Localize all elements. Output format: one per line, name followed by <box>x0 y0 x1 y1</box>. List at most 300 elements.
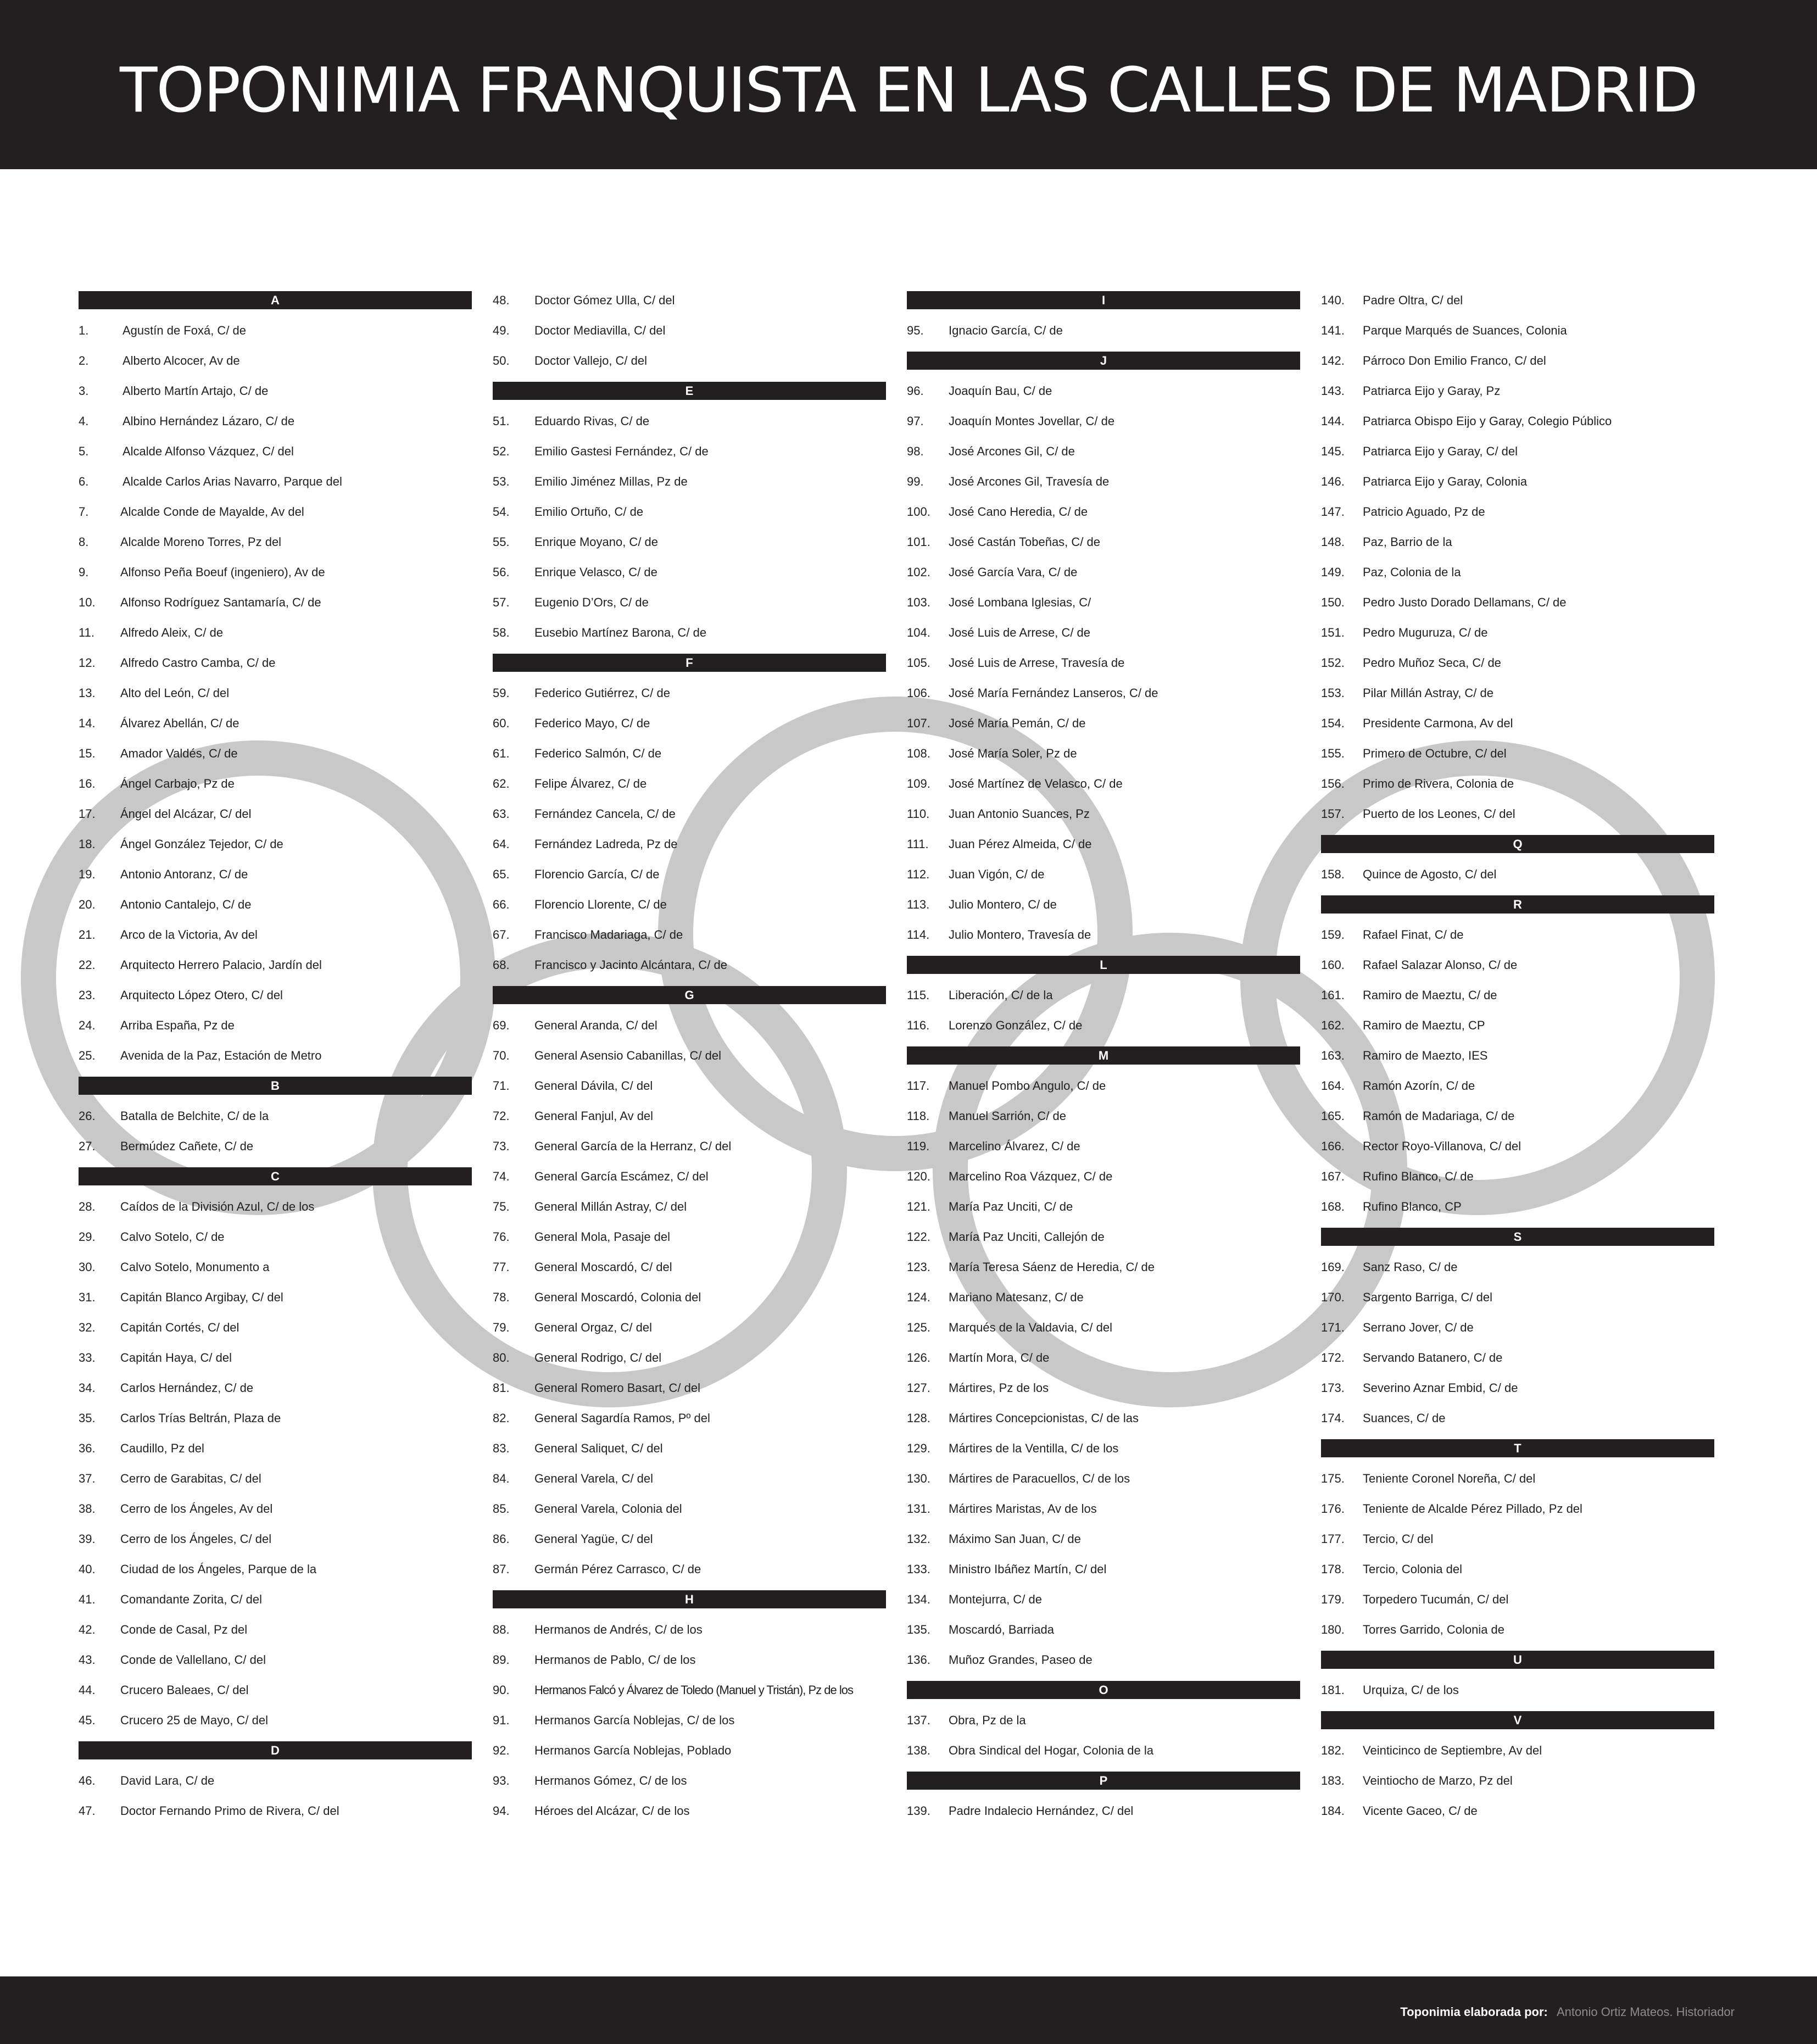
street-number: 126. <box>907 1351 930 1364</box>
street-row <box>493 956 886 986</box>
street-row <box>1321 956 1714 986</box>
street-number: 7. <box>79 505 89 519</box>
street-row <box>493 412 886 442</box>
street-row <box>79 1016 472 1046</box>
street-number: 23. <box>79 988 96 1002</box>
street-row <box>493 291 886 321</box>
street-row <box>907 1077 1300 1107</box>
street-name: Julio Montero, C/ de <box>949 898 1057 911</box>
street-number: 105. <box>907 656 930 670</box>
street-name: Avenida de la Paz, Estación de Metro <box>120 1049 322 1062</box>
street-row <box>79 1198 472 1228</box>
letter-header: V <box>1321 1711 1714 1729</box>
street-name: Caídos de la División Azul, C/ de los <box>120 1200 315 1213</box>
street-name: Padre Indalecio Hernández, C/ del <box>949 1804 1134 1818</box>
letter-header-row <box>1321 1651 1714 1681</box>
street-row <box>79 1349 472 1379</box>
street-row <box>1321 1741 1714 1772</box>
letter-header-row <box>493 382 886 412</box>
street-number: 144. <box>1321 414 1345 428</box>
street-number: 58. <box>493 626 510 639</box>
street-name: Moscardó, Barriada <box>949 1623 1054 1636</box>
street-name: General Aranda, C/ del <box>534 1018 657 1032</box>
street-name: Carlos Hernández, C/ de <box>120 1381 254 1395</box>
street-row <box>493 1318 886 1349</box>
street-name: Capitán Cortés, C/ del <box>120 1321 239 1334</box>
street-number: 154. <box>1321 716 1345 730</box>
street-name: Alberto Alcocer, Av de <box>122 354 240 367</box>
street-name: Bermúdez Cañete, C/ de <box>120 1139 254 1153</box>
street-name: José María Fernández Lanseros, C/ de <box>949 686 1158 700</box>
letter-header-row <box>79 1077 472 1107</box>
street-name: Rafael Finat, C/ de <box>1363 928 1464 942</box>
street-number: 69. <box>493 1018 510 1032</box>
street-number: 55. <box>493 535 510 549</box>
street-name: General Varela, C/ del <box>534 1472 654 1485</box>
street-number: 85. <box>493 1502 510 1516</box>
street-number: 169. <box>1321 1260 1345 1274</box>
street-name: Manuel Pombo Angulo, C/ de <box>949 1079 1106 1093</box>
street-number: 16. <box>79 777 96 790</box>
street-name: Marqués de la Valdavia, C/ del <box>949 1321 1112 1334</box>
street-number: 131. <box>907 1502 930 1516</box>
street-name: José Arcones Gil, C/ de <box>949 444 1075 458</box>
street-number: 2. <box>79 354 89 367</box>
street-name: Torpedero Tucumán, C/ del <box>1363 1592 1509 1606</box>
street-name: Suances, C/ de <box>1363 1411 1446 1425</box>
street-row <box>907 1198 1300 1228</box>
street-row <box>1321 1258 1714 1288</box>
letter-header: C <box>79 1167 472 1185</box>
street-number: 79. <box>493 1321 510 1334</box>
street-row <box>79 744 472 775</box>
street-number: 89. <box>493 1653 510 1667</box>
street-row <box>1321 1772 1714 1802</box>
street-row <box>79 714 472 744</box>
street-row <box>79 1530 472 1560</box>
street-row <box>1321 1409 1714 1439</box>
street-number: 122. <box>907 1230 930 1244</box>
street-number: 142. <box>1321 354 1345 367</box>
street-name: Ramón Azorín, C/ de <box>1363 1079 1475 1093</box>
street-name: Tercio, Colonia del <box>1363 1562 1462 1576</box>
street-number: 101. <box>907 535 930 549</box>
street-number: 40. <box>79 1562 96 1576</box>
street-name: Alberto Martín Artajo, C/ de <box>122 384 269 398</box>
street-number: 10. <box>79 595 96 609</box>
street-name: Teniente Coronel Noreña, C/ del <box>1363 1472 1536 1485</box>
street-name: General Mola, Pasaje del <box>534 1230 671 1244</box>
street-row <box>79 1802 472 1832</box>
street-number: 57. <box>493 595 510 609</box>
street-name: Crucero Baleaes, C/ del <box>120 1683 249 1697</box>
street-row <box>907 1590 1300 1620</box>
street-number: 141. <box>1321 324 1345 337</box>
street-name: Vicente Gaceo, C/ de <box>1363 1804 1478 1818</box>
street-number: 132. <box>907 1532 930 1546</box>
street-row <box>79 321 472 352</box>
street-number: 34. <box>79 1381 96 1395</box>
street-row <box>907 1469 1300 1500</box>
street-row <box>493 1137 886 1167</box>
street-row <box>493 1198 886 1228</box>
street-name: General Moscardó, C/ del <box>534 1260 672 1274</box>
street-row <box>1321 684 1714 714</box>
street-number: 156. <box>1321 777 1345 790</box>
street-number: 31. <box>79 1290 96 1304</box>
street-number: 110. <box>907 807 930 821</box>
street-row <box>907 1137 1300 1167</box>
street-row <box>493 472 886 503</box>
street-number: 21. <box>79 928 96 942</box>
street-name: Calvo Sotelo, Monumento a <box>120 1260 270 1274</box>
street-number: 93. <box>493 1774 510 1787</box>
street-row <box>1321 986 1714 1016</box>
street-number: 137. <box>907 1713 930 1727</box>
street-name: María Teresa Sáenz de Heredia, C/ de <box>949 1260 1155 1274</box>
street-number: 39. <box>79 1532 96 1546</box>
street-name: Primo de Rivera, Colonia de <box>1363 777 1514 790</box>
street-name: General Varela, Colonia del <box>534 1502 682 1516</box>
street-row <box>1321 1107 1714 1137</box>
street-name: Torres Garrido, Colonia de <box>1363 1623 1505 1636</box>
street-row <box>1321 926 1714 956</box>
street-number: 49. <box>493 324 510 337</box>
street-number: 44. <box>79 1683 96 1697</box>
street-row <box>1321 352 1714 382</box>
street-name: Amador Valdés, C/ de <box>120 747 238 760</box>
credit-author: Antonio Ortiz Mateos. Historiador <box>1556 2005 1735 2019</box>
street-number: 162. <box>1321 1018 1345 1032</box>
street-number: 74. <box>493 1169 510 1183</box>
street-name: Paz, Colonia de la <box>1363 565 1461 579</box>
street-number: 17. <box>79 807 96 821</box>
street-row <box>907 1439 1300 1469</box>
street-name: Carlos Trías Beltrán, Plaza de <box>120 1411 281 1425</box>
street-row <box>1321 1802 1714 1832</box>
street-row <box>493 593 886 623</box>
street-number: 18. <box>79 837 96 851</box>
street-number: 119. <box>907 1139 930 1153</box>
street-row <box>79 1379 472 1409</box>
street-row <box>907 835 1300 865</box>
street-number: 76. <box>493 1230 510 1244</box>
street-number: 182. <box>1321 1744 1345 1757</box>
street-number: 107. <box>907 716 930 730</box>
street-number: 112. <box>907 867 930 881</box>
street-number: 161. <box>1321 988 1345 1002</box>
letter-header: O <box>907 1681 1300 1699</box>
street-name: Montejurra, C/ de <box>949 1592 1042 1606</box>
page-title: TOPONIMIA FRANQUISTA EN LAS CALLES DE MADRID <box>120 55 1697 126</box>
street-number: 167. <box>1321 1169 1345 1183</box>
street-number: 53. <box>493 475 510 488</box>
street-name: Alcalde Carlos Arias Navarro, Parque del <box>122 475 342 488</box>
street-name: Antonio Antoranz, C/ de <box>120 867 248 881</box>
letter-header: E <box>493 382 886 400</box>
street-number: 4. <box>79 414 89 428</box>
street-row <box>1321 1379 1714 1409</box>
street-name: Patriarca Obispo Eijo y Garay, Colegio Público <box>1363 414 1612 428</box>
street-row <box>1321 563 1714 593</box>
street-row <box>493 1409 886 1439</box>
street-number: 25. <box>79 1049 96 1062</box>
street-row <box>493 1681 886 1711</box>
street-name: José María Soler, Pz de <box>949 747 1077 760</box>
street-row <box>79 442 472 472</box>
street-name: Arco de la Victoria, Av del <box>120 928 258 942</box>
street-row <box>1321 472 1714 503</box>
street-name: General Romero Basart, C/ del <box>534 1381 701 1395</box>
street-number: 128. <box>907 1411 930 1425</box>
street-row <box>907 1651 1300 1681</box>
street-row <box>79 1620 472 1651</box>
street-row <box>907 1167 1300 1198</box>
street-row <box>907 805 1300 835</box>
street-number: 136. <box>907 1653 930 1667</box>
street-row <box>907 382 1300 412</box>
street-row <box>493 1620 886 1651</box>
street-name: Sargento Barriga, C/ del <box>1363 1290 1493 1304</box>
street-row <box>493 442 886 472</box>
street-number: 159. <box>1321 928 1345 942</box>
street-row <box>907 533 1300 563</box>
street-name: Martín Mora, C/ de <box>949 1351 1050 1364</box>
letter-header-row <box>493 654 886 684</box>
street-name: Rafael Salazar Alonso, C/ de <box>1363 958 1518 972</box>
street-row <box>79 1469 472 1500</box>
street-name: Ramiro de Maezto, IES <box>1363 1049 1488 1062</box>
street-name: Marcelino Álvarez, C/ de <box>949 1139 1080 1153</box>
street-number: 32. <box>79 1321 96 1334</box>
street-row <box>907 1228 1300 1258</box>
street-number: 82. <box>493 1411 510 1425</box>
street-row <box>1321 412 1714 442</box>
street-number: 41. <box>79 1592 96 1606</box>
street-number: 12. <box>79 656 96 670</box>
street-number: 92. <box>493 1744 510 1757</box>
street-number: 63. <box>493 807 510 821</box>
street-number: 47. <box>79 1804 96 1818</box>
street-row <box>907 895 1300 926</box>
street-name: Presidente Carmona, Av del <box>1363 716 1513 730</box>
street-number: 157. <box>1321 807 1345 821</box>
street-row <box>79 1258 472 1288</box>
street-row <box>907 1107 1300 1137</box>
street-row <box>493 1469 886 1500</box>
letter-header-row <box>1321 895 1714 926</box>
street-name: José Luis de Arrese, Travesía de <box>949 656 1125 670</box>
street-name: Felipe Álvarez, C/ de <box>534 777 647 790</box>
street-row <box>493 805 886 835</box>
letter-header: L <box>907 956 1300 974</box>
street-row <box>493 1046 886 1077</box>
street-number: 68. <box>493 958 510 972</box>
street-name: Mártires Concepcionistas, C/ de las <box>949 1411 1139 1425</box>
street-row <box>1321 1500 1714 1530</box>
street-name: Mártires, Pz de los <box>949 1381 1049 1395</box>
street-number: 98. <box>907 444 924 458</box>
street-row <box>907 775 1300 805</box>
street-name: Conde de Vallellano, C/ del <box>120 1653 266 1667</box>
street-row <box>493 1500 886 1530</box>
letter-header: F <box>493 654 886 672</box>
street-column-1 <box>79 291 472 1832</box>
street-number: 166. <box>1321 1139 1345 1153</box>
street-name: Joaquín Bau, C/ de <box>949 384 1052 398</box>
street-number: 91. <box>493 1713 510 1727</box>
street-name: José García Vara, C/ de <box>949 565 1078 579</box>
letter-header-row <box>79 1741 472 1772</box>
street-name: Hermanos de Andrés, C/ de los <box>534 1623 703 1636</box>
credit-line <box>1400 2004 1735 2020</box>
street-name: Agustín de Foxá, C/ de <box>122 324 247 337</box>
street-row <box>493 1288 886 1318</box>
street-name: General García de la Herranz, C/ del <box>534 1139 732 1153</box>
street-name: Paz, Barrio de la <box>1363 535 1452 549</box>
letter-header: P <box>907 1772 1300 1790</box>
street-number: 29. <box>79 1230 96 1244</box>
street-row <box>493 1167 886 1198</box>
street-number: 86. <box>493 1532 510 1546</box>
street-name: Ignacio García, C/ de <box>949 324 1063 337</box>
street-name: Eugenio D’Ors, C/ de <box>534 595 649 609</box>
street-name: Enrique Moyano, C/ de <box>534 535 659 549</box>
street-name: Servando Batanero, C/ de <box>1363 1351 1503 1364</box>
street-name: Pedro Muñoz Seca, C/ de <box>1363 656 1501 670</box>
street-row <box>79 472 472 503</box>
street-row <box>493 1228 886 1258</box>
street-row <box>1321 1137 1714 1167</box>
street-row <box>907 321 1300 352</box>
street-row <box>79 1318 472 1349</box>
street-row <box>1321 1046 1714 1077</box>
letter-header: I <box>907 291 1300 309</box>
street-row <box>493 775 886 805</box>
street-number: 139. <box>907 1804 930 1818</box>
street-row <box>1321 714 1714 744</box>
letter-header: T <box>1321 1439 1714 1457</box>
street-name: Alfredo Castro Camba, C/ de <box>120 656 276 670</box>
street-name: Liberación, C/ de la <box>949 988 1053 1002</box>
street-name: Severino Aznar Embid, C/ de <box>1363 1381 1518 1395</box>
street-number: 155. <box>1321 747 1345 760</box>
street-name: Padre Oltra, C/ del <box>1363 293 1463 307</box>
street-name: Arriba España, Pz de <box>120 1018 235 1032</box>
street-number: 170. <box>1321 1290 1345 1304</box>
street-row <box>1321 1016 1714 1046</box>
street-row <box>79 654 472 684</box>
street-number: 125. <box>907 1321 930 1334</box>
letter-header-row <box>907 1046 1300 1077</box>
street-name: José María Pemán, C/ de <box>949 716 1086 730</box>
street-number: 96. <box>907 384 924 398</box>
street-name: Juan Antonio Suances, Pz <box>949 807 1090 821</box>
street-name: General Millán Astray, C/ del <box>534 1200 687 1213</box>
street-row <box>493 1258 886 1288</box>
street-number: 62. <box>493 777 510 790</box>
street-row <box>1321 1198 1714 1228</box>
street-number: 28. <box>79 1200 96 1213</box>
street-name: Alto del León, C/ del <box>120 686 230 700</box>
street-number: 145. <box>1321 444 1345 458</box>
street-number: 140. <box>1321 293 1345 307</box>
street-number: 38. <box>79 1502 96 1516</box>
street-number: 43. <box>79 1653 96 1667</box>
street-column-2 <box>493 291 886 1832</box>
street-number: 3. <box>79 384 89 398</box>
street-row <box>1321 1530 1714 1560</box>
street-name: Rector Royo-Villanova, C/ del <box>1363 1139 1521 1153</box>
street-number: 52. <box>493 444 510 458</box>
street-row <box>79 895 472 926</box>
street-row <box>1321 321 1714 352</box>
street-name: Primero de Octubre, C/ del <box>1363 747 1507 760</box>
letter-header-row <box>493 1590 886 1620</box>
street-name: Ángel del Alcázar, C/ del <box>120 807 252 821</box>
street-number: 129. <box>907 1441 930 1455</box>
street-name: Batalla de Belchite, C/ de la <box>120 1109 269 1123</box>
street-number: 66. <box>493 898 510 911</box>
street-name: Mártires de la Ventilla, C/ de los <box>949 1441 1119 1455</box>
street-number: 60. <box>493 716 510 730</box>
street-number: 117. <box>907 1079 930 1093</box>
street-row <box>79 1651 472 1681</box>
letter-header-row <box>1321 835 1714 865</box>
street-number: 11. <box>79 626 94 639</box>
street-row <box>1321 1620 1714 1651</box>
street-row <box>493 1016 886 1046</box>
street-number: 67. <box>493 928 510 942</box>
letter-header-row <box>907 1772 1300 1802</box>
letter-header-row <box>1321 1711 1714 1741</box>
street-row <box>493 865 886 895</box>
street-row <box>1321 503 1714 533</box>
street-row <box>493 684 886 714</box>
street-number: 80. <box>493 1351 510 1364</box>
street-name: Eduardo Rivas, C/ de <box>534 414 650 428</box>
street-name: Ángel Carbajo, Pz de <box>120 777 235 790</box>
street-name: Mariano Matesanz, C/ de <box>949 1290 1084 1304</box>
street-row <box>79 1046 472 1077</box>
street-row <box>79 352 472 382</box>
street-row <box>79 1288 472 1318</box>
street-name: General Yagüe, C/ del <box>534 1532 653 1546</box>
street-number: 70. <box>493 1049 510 1062</box>
street-name: Patriarca Eijo y Garay, C/ del <box>1363 444 1518 458</box>
street-number: 143. <box>1321 384 1345 398</box>
street-name: Comandante Zorita, C/ del <box>120 1592 263 1606</box>
street-number: 30. <box>79 1260 96 1274</box>
street-row <box>493 563 886 593</box>
street-name: Sanz Raso, C/ de <box>1363 1260 1458 1274</box>
street-number: 149. <box>1321 565 1345 579</box>
street-row <box>493 352 886 382</box>
street-row <box>907 412 1300 442</box>
street-number: 48. <box>493 293 510 307</box>
street-row <box>907 563 1300 593</box>
street-name: Antonio Cantalejo, C/ de <box>120 898 252 911</box>
street-name: Cerro de los Ángeles, C/ del <box>120 1532 272 1546</box>
street-row <box>1321 1167 1714 1198</box>
street-row <box>1321 623 1714 654</box>
letter-header-row <box>907 352 1300 382</box>
street-name: Lorenzo González, C/ de <box>949 1018 1083 1032</box>
street-name: Muñoz Grandes, Paseo de <box>949 1653 1093 1667</box>
street-row <box>907 1711 1300 1741</box>
street-row <box>79 986 472 1016</box>
street-number: 163. <box>1321 1049 1345 1062</box>
